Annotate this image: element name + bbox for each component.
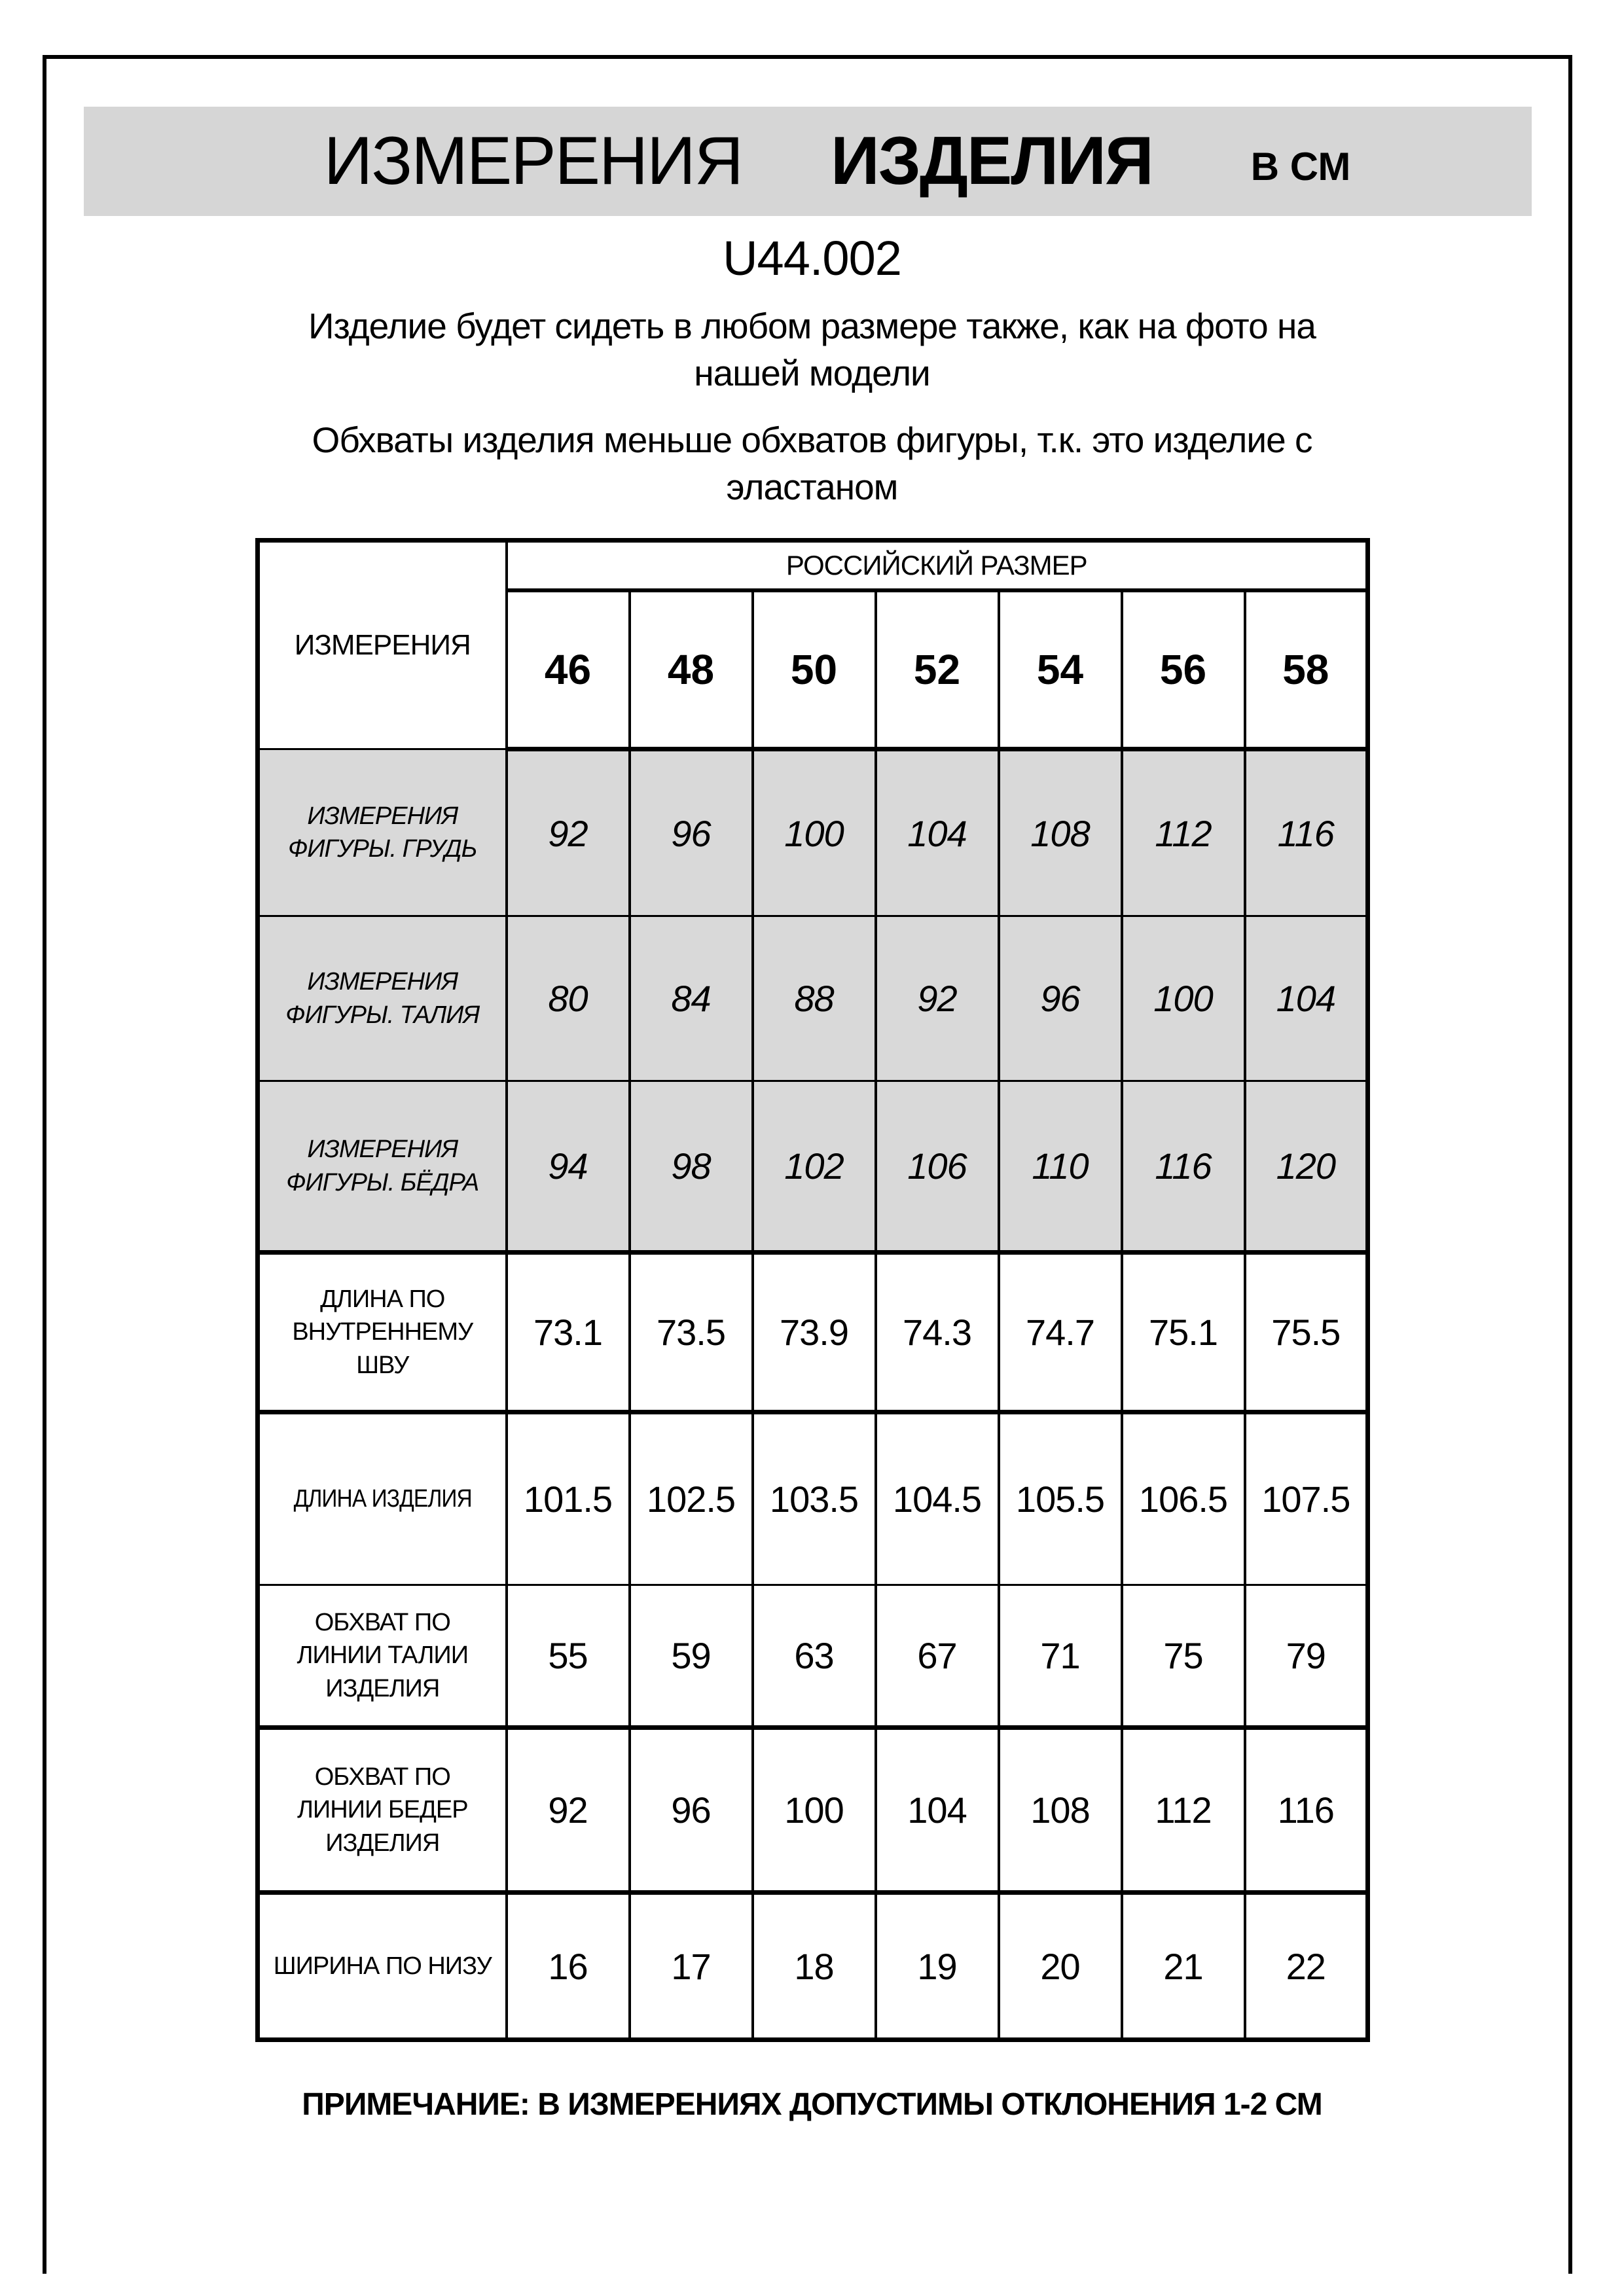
cell: 120 — [1245, 1081, 1368, 1253]
table-row — [258, 749, 1368, 916]
cell: 73.1 — [507, 1253, 630, 1412]
size-header-48: 48 — [630, 590, 753, 749]
row-label: ИЗМЕРЕНИЯ ФИГУРЫ. ГРУДЬ — [258, 749, 507, 916]
table-row — [258, 1728, 1368, 1893]
cell: 94 — [507, 1081, 630, 1253]
cell: 22 — [1245, 1893, 1368, 2040]
cell: 100 — [753, 1728, 876, 1893]
title-banner — [84, 107, 1532, 216]
cell: 74.3 — [876, 1253, 999, 1412]
table-row — [258, 1412, 1368, 1585]
cell: 102.5 — [630, 1412, 753, 1585]
cell: 21 — [1122, 1893, 1245, 2040]
table-row — [258, 1253, 1368, 1412]
row-label: ДЛИНА ИЗДЕЛИЯ — [258, 1412, 507, 1585]
cell: 18 — [753, 1893, 876, 2040]
cell: 104.5 — [876, 1412, 999, 1585]
cell: 104 — [1245, 916, 1368, 1081]
cell: 75.1 — [1122, 1253, 1245, 1412]
size-header-54: 54 — [999, 590, 1122, 749]
cell: 110 — [999, 1081, 1122, 1253]
cell: 96 — [630, 749, 753, 916]
table-row — [258, 1893, 1368, 2040]
cell: 100 — [1122, 916, 1245, 1081]
cell: 116 — [1122, 1081, 1245, 1253]
table-row — [258, 916, 1368, 1081]
cell: 104 — [876, 749, 999, 916]
cell: 74.7 — [999, 1253, 1122, 1412]
cell: 101.5 — [507, 1412, 630, 1585]
cell: 17 — [630, 1893, 753, 2040]
row-label: ОБХВАТ ПО ЛИНИИ ТАЛИИ ИЗДЕЛИЯ — [258, 1585, 507, 1728]
cell: 79 — [1245, 1585, 1368, 1728]
cell: 20 — [999, 1893, 1122, 2040]
measure-column-header: ИЗМЕРЕНИЯ — [258, 541, 507, 749]
cell: 75 — [1122, 1585, 1245, 1728]
cell: 108 — [999, 749, 1122, 916]
cell: 112 — [1122, 1728, 1245, 1893]
cell: 96 — [630, 1728, 753, 1893]
table-row — [258, 1585, 1368, 1728]
cell: 63 — [753, 1585, 876, 1728]
size-header-46: 46 — [507, 590, 630, 749]
cell: 75.5 — [1245, 1253, 1368, 1412]
cell: 112 — [1122, 749, 1245, 916]
cell: 116 — [1245, 749, 1368, 916]
footer-note: ПРИМЕЧАНИЕ: В ИЗМЕРЕНИЯХ ДОПУСТИМЫ ОТКЛОНЕНИЯ 1-2 СМ — [302, 2087, 1322, 2122]
cell: 92 — [876, 916, 999, 1081]
title-measurements: ИЗМЕРЕНИЯ — [323, 123, 742, 199]
title-product: ИЗДЕЛИЯ — [830, 123, 1153, 199]
table-row — [258, 1081, 1368, 1253]
cell: 98 — [630, 1081, 753, 1253]
cell: 92 — [507, 749, 630, 916]
cell: 55 — [507, 1585, 630, 1728]
size-table — [255, 538, 1370, 2042]
note-elastane: Обхваты изделия меньше обхватов фигуры, т.к. это изделие с эластаном — [312, 420, 1312, 507]
cell: 73.9 — [753, 1253, 876, 1412]
cell: 100 — [753, 749, 876, 916]
cell: 88 — [753, 916, 876, 1081]
size-header-50: 50 — [753, 590, 876, 749]
size-header-56: 56 — [1122, 590, 1245, 749]
title-units: В СМ — [1250, 145, 1351, 188]
cell: 106 — [876, 1081, 999, 1253]
row-label: ОБХВАТ ПО ЛИНИИ БЕДЕР ИЗДЕЛИЯ — [258, 1728, 507, 1893]
cell: 96 — [999, 916, 1122, 1081]
size-header-52: 52 — [876, 590, 999, 749]
note-fit: Изделие будет сидеть в любом размере также, как на фото на нашей модели — [308, 306, 1316, 393]
cell: 92 — [507, 1728, 630, 1893]
cell: 59 — [630, 1585, 753, 1728]
cell: 105.5 — [999, 1412, 1122, 1585]
russian-size-header: РОССИЙСКИЙ РАЗМЕР — [507, 541, 1368, 590]
cell: 116 — [1245, 1728, 1368, 1893]
cell: 104 — [876, 1728, 999, 1893]
row-label: ШИРИНА ПО НИЗУ — [258, 1893, 507, 2040]
cell: 67 — [876, 1585, 999, 1728]
cell: 80 — [507, 916, 630, 1081]
cell: 107.5 — [1245, 1412, 1368, 1585]
size-header-58: 58 — [1245, 590, 1368, 749]
cell: 106.5 — [1122, 1412, 1245, 1585]
row-label: ИЗМЕРЕНИЯ ФИГУРЫ. БЁДРА — [258, 1081, 507, 1253]
cell: 71 — [999, 1585, 1122, 1728]
cell: 19 — [876, 1893, 999, 2040]
cell: 16 — [507, 1893, 630, 2040]
cell: 102 — [753, 1081, 876, 1253]
cell: 108 — [999, 1728, 1122, 1893]
row-label: ДЛИНА ПО ВНУТРЕННЕМУ ШВУ — [258, 1253, 507, 1412]
product-code: U44.002 — [723, 231, 901, 285]
cell: 84 — [630, 916, 753, 1081]
cell: 73.5 — [630, 1253, 753, 1412]
row-label: ИЗМЕРЕНИЯ ФИГУРЫ. ТАЛИЯ — [258, 916, 507, 1081]
cell: 103.5 — [753, 1412, 876, 1585]
